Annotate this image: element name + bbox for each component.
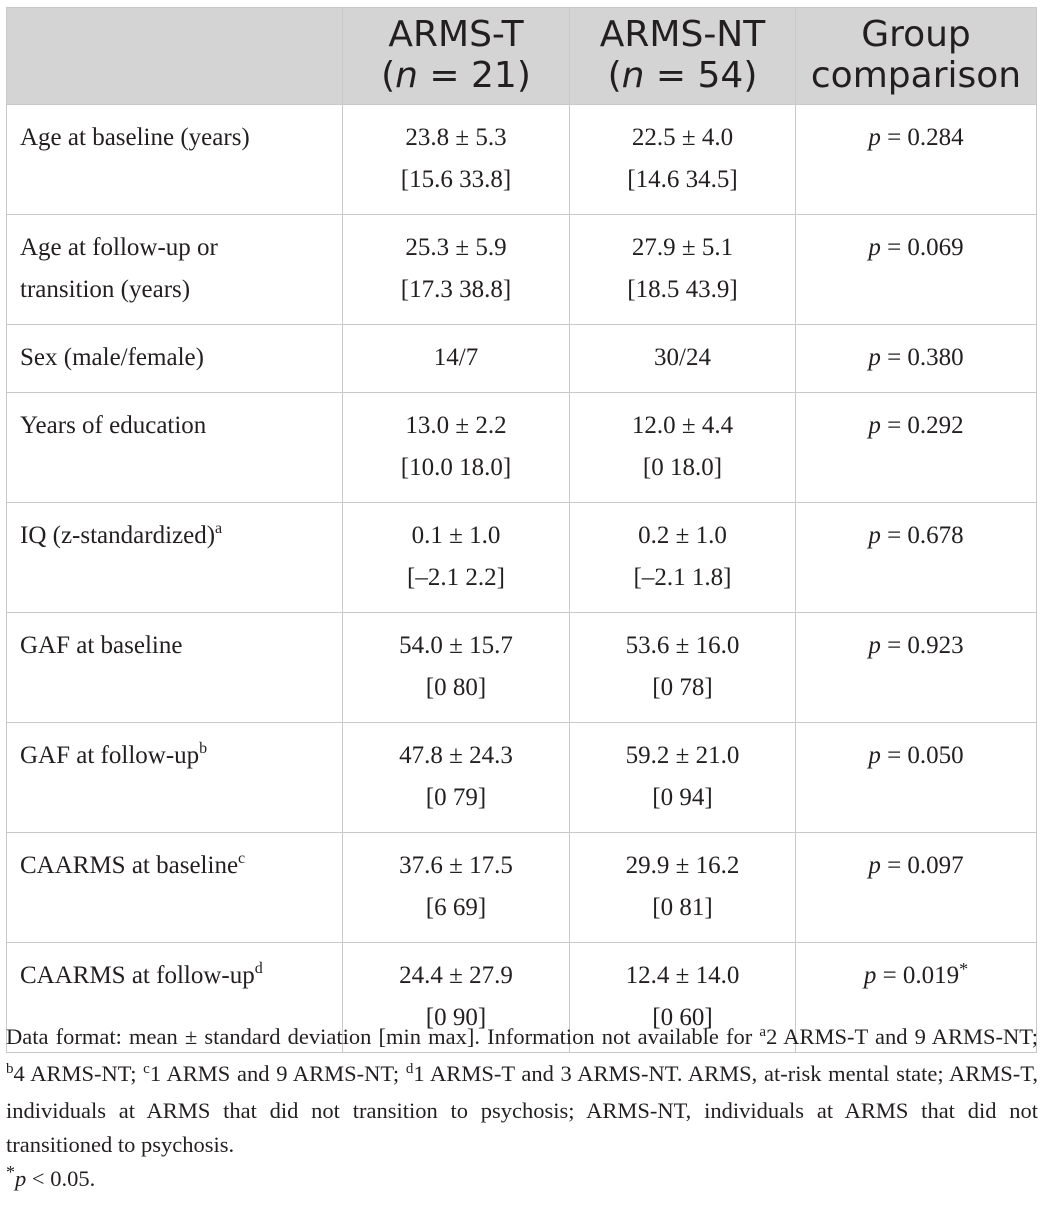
row-label-text: GAF at baseline <box>20 632 183 659</box>
p-value-cell: p = 0.380 <box>796 325 1037 393</box>
arms-nt-cell: 22.5 ± 4.0 [14.6 34.5] <box>570 105 796 215</box>
row-label-cell <box>7 503 343 613</box>
table-row <box>7 723 1037 833</box>
p-value-cell: p = 0.069 <box>796 215 1037 325</box>
arms-t-cell: 37.6 ± 17.5 [6 69] <box>343 833 570 943</box>
arms-t-cell: 23.8 ± 5.3 [15.6 33.8] <box>343 105 570 215</box>
row-label-text: Years of education <box>20 412 207 439</box>
p-value-cell: p = 0.019* <box>796 943 1037 1053</box>
row-label-cell <box>7 833 343 943</box>
arms-nt-cell: 12.0 ± 4.4 [0 18.0] <box>570 393 796 503</box>
p-value-cell: p = 0.050 <box>796 723 1037 833</box>
arms-t-cell: 0.1 ± 1.0 [–2.1 2.2] <box>343 503 570 613</box>
arms-t-cell: 25.3 ± 5.9 [17.3 38.8] <box>343 215 570 325</box>
row-label-cell <box>7 613 343 723</box>
table-row <box>7 325 1037 393</box>
header-arms-t: ARMS-T (n = 21) <box>343 8 570 105</box>
arms-t-cell: 13.0 ± 2.2 [10.0 18.0] <box>343 393 570 503</box>
footnote-marker: a <box>215 520 223 537</box>
arms-t-cell: 54.0 ± 15.7 [0 80] <box>343 613 570 723</box>
row-label-text: GAF at follow-up <box>20 742 200 769</box>
p-value-cell: p = 0.097 <box>796 833 1037 943</box>
p-value-cell: p = 0.292 <box>796 393 1037 503</box>
arms-nt-cell: 29.9 ± 16.2 [0 81] <box>570 833 796 943</box>
p-value-cell: p = 0.678 <box>796 503 1037 613</box>
header-arms-nt: ARMS-NT (n = 54) <box>570 8 796 105</box>
table-footnote <box>6 1020 1038 1197</box>
arms-nt-cell: 59.2 ± 21.0 [0 94] <box>570 723 796 833</box>
row-label-cell <box>7 325 343 393</box>
row-label-cell <box>7 393 343 503</box>
row-label-text: Sex (male/female) <box>20 344 204 371</box>
row-label-cell <box>7 215 343 325</box>
table-row <box>7 393 1037 503</box>
arms-t-cell: 24.4 ± 27.9 [0 90] <box>343 943 570 1053</box>
arms-t-cell: 14/7 <box>343 325 570 393</box>
footnote-marker: b <box>199 740 208 757</box>
header-row <box>7 8 1037 105</box>
footnote-marker: c <box>238 850 246 867</box>
header-group-comparison: Group comparison <box>796 8 1037 105</box>
footnote-marker: d <box>254 960 263 977</box>
row-label-text: CAARMS at follow-up <box>20 962 255 989</box>
row-label-cell <box>7 105 343 215</box>
table-row <box>7 105 1037 215</box>
row-label-text: CAARMS at baseline <box>20 852 239 879</box>
p-value-cell: p = 0.284 <box>796 105 1037 215</box>
demographics-table <box>6 7 1037 1053</box>
arms-nt-cell: 53.6 ± 16.0 [0 78] <box>570 613 796 723</box>
p-value-cell: p = 0.923 <box>796 613 1037 723</box>
table-row <box>7 833 1037 943</box>
header-blank-cell <box>7 8 343 105</box>
row-label-text: IQ (z-standardized) <box>20 522 216 549</box>
arms-t-cell: 47.8 ± 24.3 [0 79] <box>343 723 570 833</box>
row-label-text: Age at follow-up or <box>20 234 218 261</box>
table-row <box>7 613 1037 723</box>
footnote-significance: *p < 0.05. <box>6 1162 96 1191</box>
arms-nt-cell: 27.9 ± 5.1 [18.5 43.9] <box>570 215 796 325</box>
row-label-cell <box>7 723 343 833</box>
footnote-data-format: Data format: mean ± standard deviation [min max]. Information not available for $^a$2 ARMS-T and 9 ARMS-NT; $^b$4 ARMS-NT; $^c$1 ARMS and 9 ARMS-NT; $^d$1 ARMS-T and 3 ARMS-NT. ARMS, at-risk mental state; ARMS-T, individuals at ARMS that did not transition to psychosis; ARMS-NT, individuals at ARMS that did not transitioned to psychosis. <box>6 1024 1038 1157</box>
row-label-text: Age at baseline (years) <box>20 124 250 151</box>
table-row <box>7 215 1037 325</box>
arms-nt-cell: 12.4 ± 14.0 [0 60] <box>570 943 796 1053</box>
arms-nt-cell: 30/24 <box>570 325 796 393</box>
table-row <box>7 503 1037 613</box>
row-label-text-2: transition (years) <box>20 276 191 303</box>
arms-nt-cell: 0.2 ± 1.0 [–2.1 1.8] <box>570 503 796 613</box>
